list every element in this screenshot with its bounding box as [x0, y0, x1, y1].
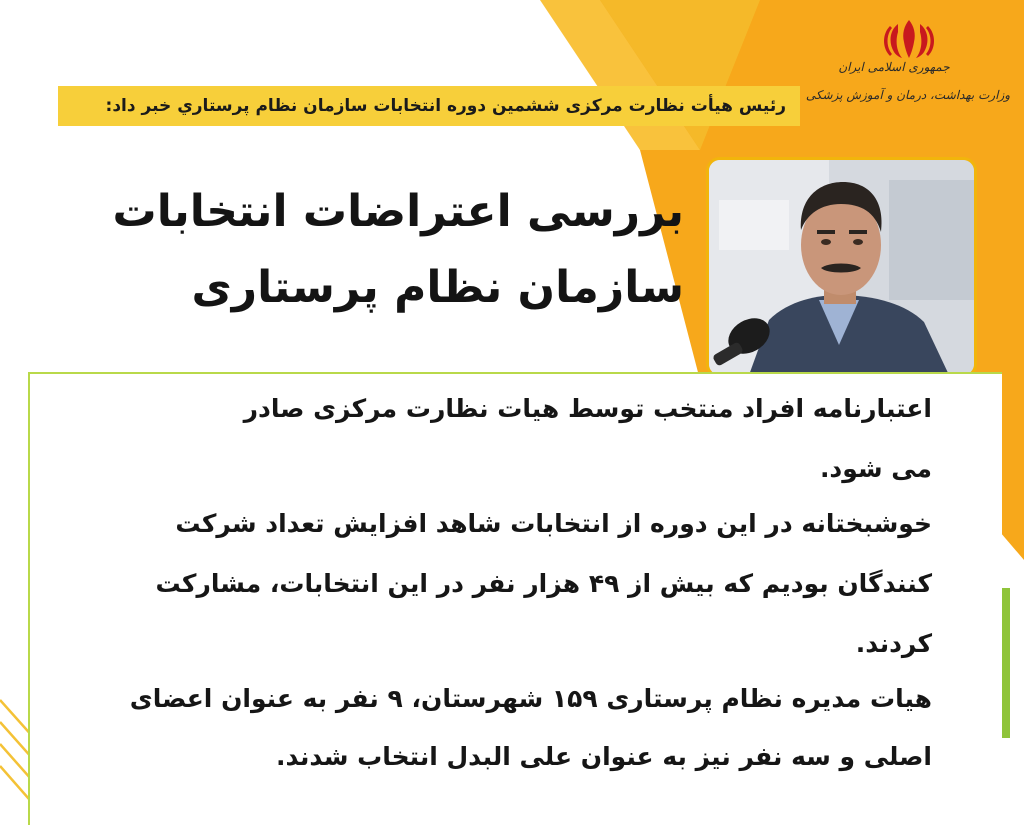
- speaker-photo: [706, 157, 977, 378]
- headline-line2: سازمان نظام پرستاری: [191, 262, 684, 313]
- body-line-7: اصلی و سه نفر نیز به عنوان علی البدل انتخاب شدند.: [276, 742, 932, 771]
- subtitle-strip: [58, 86, 800, 126]
- ministry-line1: جمهوری اسلامی ایران: [838, 60, 950, 74]
- body-line-4: کنندگان بودیم که بیش از ۴۹ هزار نفر در این انتخابات، مشارکت: [155, 569, 932, 598]
- subtitle-text: رئیس هیأت نظارت مرکزی ششمین دوره انتخابات سازمان نظام پرستاري خبر داد:: [105, 96, 786, 116]
- body-line-1: اعتبارنامه افراد منتخب توسط هیات نظارت مرکزی صادر: [243, 394, 932, 423]
- iran-emblem-icon: [880, 16, 938, 62]
- body-line-3: خوشبختانه در این دوره از انتخابات شاهد افزایش تعداد شرکت: [175, 509, 932, 538]
- body-text-box: [28, 372, 1002, 825]
- orange-accent-bar: [1000, 380, 1024, 520]
- body-line-5: کردند.: [855, 629, 932, 658]
- body-line-6: هیات مدیره نظام پرستاری ۱۵۹ شهرستان، ۹ نفر به عنوان اعضای: [129, 684, 932, 713]
- headline-line1: بررسی اعتراضات انتخابات: [112, 186, 684, 237]
- body-line-2: می شود.: [819, 454, 932, 483]
- microphone-icon: [709, 310, 789, 375]
- ministry-line2: وزارت بهداشت، درمان و آموزش پزشکی: [805, 88, 1011, 102]
